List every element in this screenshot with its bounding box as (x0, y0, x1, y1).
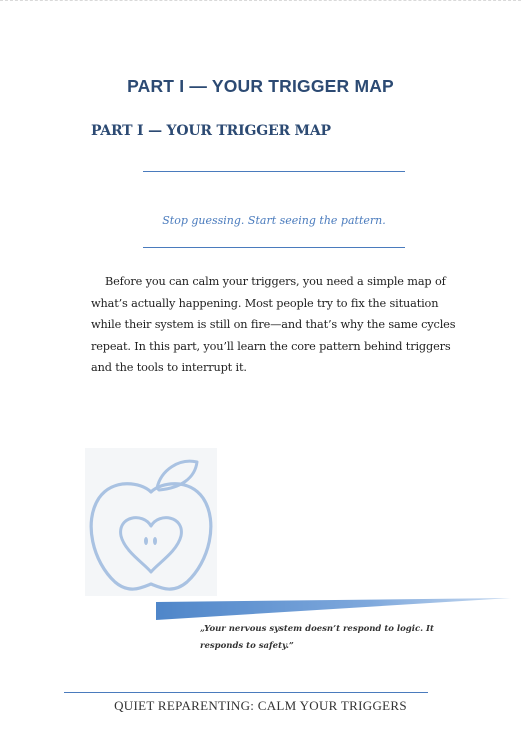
apple-heart-icon (85, 448, 217, 596)
pull-quote: „Your nervous system doesn’t respond to logic. It responds to safety.” (200, 624, 434, 651)
chapter-heading-primary: PART I — YOUR TRIGGER MAP (127, 76, 394, 96)
footer-divider (64, 692, 428, 693)
blue-wedge-banner (156, 596, 511, 622)
chapter-tagline: Stop guessing. Start seeing the pattern. (162, 214, 386, 227)
chapter-heading-secondary: PART I — YOUR TRIGGER MAP (91, 123, 331, 139)
body-paragraph: Before you can calm your triggers, you need a simple map of what’s actually happening. Most people try to fix the situation while their system is still on fire—and that’s why the same cycles repeat. In this part, you’ll learn the core pattern behind triggers and the tools to interrupt it. (91, 275, 456, 375)
divider-top (143, 171, 405, 172)
running-footer: QUIET REPARENTING: CALM YOUR TRIGGERS (114, 698, 407, 713)
divider-bottom (143, 247, 405, 248)
